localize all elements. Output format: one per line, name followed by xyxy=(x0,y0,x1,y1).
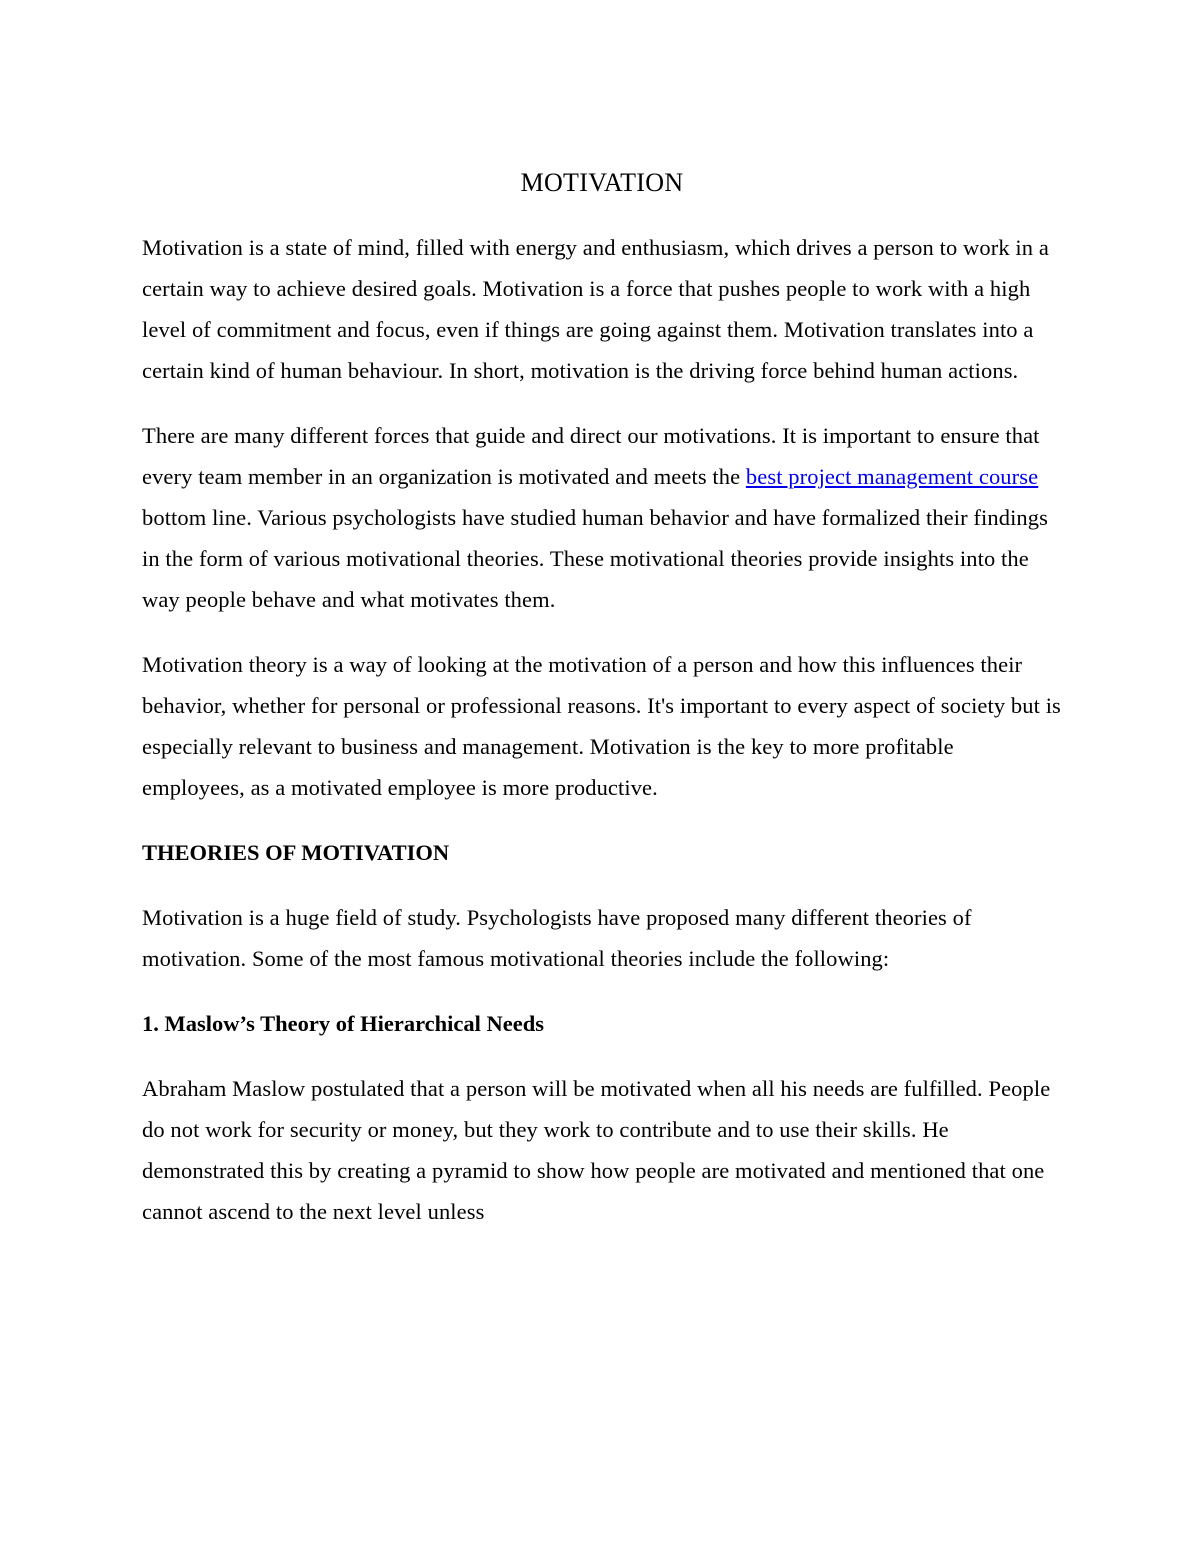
document-body xyxy=(142,163,1062,1256)
paragraph-forces xyxy=(142,415,1062,620)
paragraph-intro: Motivation is a state of mind, filled with energy and enthusiasm, which drives a person to work in a certain way to achieve desired goals. Motivation is a force that pushes people to work with a high level of commitment and focus, even if things are going against them. Motivation translates into a certain kind of human behaviour. In short, motivation is the driving force behind human actions. xyxy=(142,235,1049,383)
paragraph-field-of-study: Motivation is a huge field of study. Psychologists have proposed many different theories of motivation. Some of the most famous motivational theories include the following: xyxy=(142,905,972,971)
page-title: MOTIVATION xyxy=(520,168,684,197)
paragraph-theory: Motivation theory is a way of looking at the motivation of a person and how this influences their behavior, whether for personal or professional reasons. It's important to every aspect of society but is especially relevant to business and management. Motivation is the key to more profitable employees, as a motivated employee is more productive. xyxy=(142,652,1061,800)
heading-maslow: 1. Maslow’s Theory of Hierarchical Needs xyxy=(142,1011,545,1036)
paragraph-forces-text-after: bottom line. Various psychologists have studied human behavior and have formalized their findings in the form of various motivational theories. These motivational theories provide insights into the way people behave and what motivates them. xyxy=(142,505,1048,612)
best-project-management-course-link[interactable]: best project management course xyxy=(745,464,1039,489)
paragraph-forces-text-before: There are many different forces that guide and direct our motivations. It is important to ensure that every team member in an organization is motivated and meets the xyxy=(142,423,1040,489)
heading-theories: THEORIES OF MOTIVATION xyxy=(142,840,450,865)
paragraph-maslow: Abraham Maslow postulated that a person will be motivated when all his needs are fulfilled. People do not work for security or money, but they work to contribute and to use their skills. He demonstrated this by creating a pyramid to show how people are motivated and mentioned that one cannot ascend to the next level unless xyxy=(142,1076,1051,1224)
